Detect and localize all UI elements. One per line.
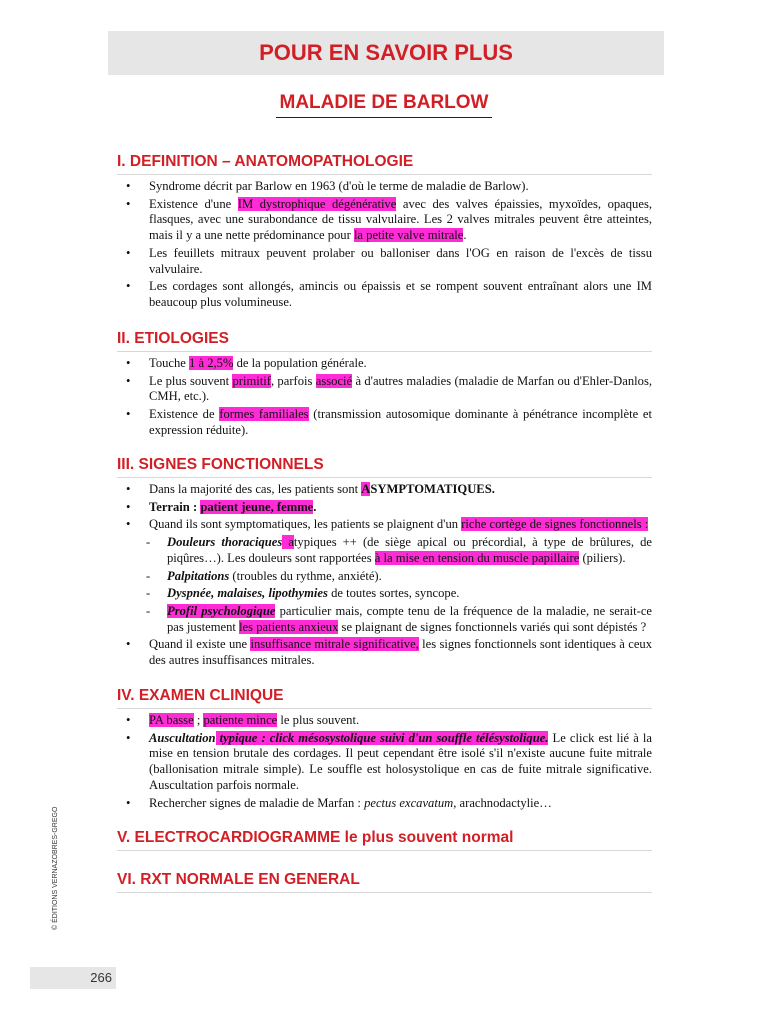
list-item: • Les cordages sont allongés, amincis ou épaissis et se rompent souvent entraînant alors une IM beaucoup plus volumineuse.: [117, 279, 652, 310]
sub-list-item: - Profil psychologique particulier mais, compte tenu de la fréquence de la maladie, ne serait-ce pas justement les patients anxieux se plaignant de signes fonctionnels variés qui sont dépistés ?: [117, 604, 652, 635]
highlight: a: [282, 535, 294, 550]
page-title: POUR EN SAVOIR PLUS: [259, 40, 513, 65]
section-rxt: [117, 870, 652, 893]
sub-list-item: - Douleurs thoraciques atypiques ++ (de siège apical ou précordial, à type de brûlures, de piqûres…). Les douleurs sont rapportées à la mise en tension du muscle papillaire (piliers).: [117, 535, 652, 566]
highlight: primitif: [232, 373, 271, 388]
section-ecg: [117, 828, 652, 851]
publisher-copyright: © ÉDITIONS VERNAZOBRES-GREGO: [52, 806, 59, 930]
section-definition: [117, 152, 652, 313]
sub-list-item: - Dyspnée, malaises, lipothymies de toutes sortes, syncope.: [117, 586, 652, 602]
sub-list-item: - Palpitations (troubles du rythme, anxiété).: [117, 569, 652, 585]
list-item: • Le plus souvent primitif, parfois associé à d'autres maladies (maladie de Marfan ou d'Ehler-Danlos, CMH, etc.).: [117, 374, 652, 405]
bullet-list: [117, 713, 652, 811]
section-signes-fonctionnels: [117, 455, 652, 671]
list-item: • Quand ils sont symptomatiques, les patients se plaignent d'un riche cortège de signes fonctionnels :: [117, 517, 652, 533]
highlight: les patients anxieux: [239, 619, 339, 634]
bullet-list: [117, 482, 652, 669]
highlight: patiente mince: [203, 713, 278, 727]
section-heading: VI. RXT NORMALE EN GENERAL: [117, 870, 652, 893]
page-number-box: [30, 967, 116, 989]
highlight: la petite valve mitrale: [353, 228, 464, 243]
list-item: • Existence d'une IM dystrophique dégénérative avec des valves épaissies, myxoïdes, opaques, flasques, avec une surabondance de tissu valvulaire. Les 2 valves mitrales peuvent être atteintes, mais il y a une nette prédominance pour la petite valve mitrale.: [117, 197, 652, 244]
highlight: IM dystrophique dégénérative: [237, 196, 397, 211]
list-item: • Existence de formes familiales (transmission autosomique dominante à pénétrance incomplète et expression réduite).: [117, 407, 652, 438]
highlight: insuffisance mitrale significative,: [250, 637, 419, 652]
bullet-list: [117, 356, 652, 439]
list-item: • Terrain : patient jeune, femme.: [117, 500, 652, 516]
highlight: associé: [315, 373, 353, 388]
section-heading: V. ELECTROCARDIOGRAMME le plus souvent normal: [117, 828, 652, 851]
highlight: PA basse: [149, 713, 194, 727]
list-item: • Les feuillets mitraux peuvent prolaber ou balloniser dans l'OG en raison de l'excès de tissu valvulaire.: [117, 246, 652, 277]
highlight: A: [361, 482, 371, 496]
bullet-list: [117, 179, 652, 311]
highlight: Profil psychologique: [167, 603, 276, 618]
list-item: • Touche 1 à 2,5% de la population générale.: [117, 356, 652, 372]
list-item: • Syndrome décrit par Barlow en 1963 (d'où le terme de maladie de Barlow).: [117, 179, 652, 195]
title-banner: [108, 31, 664, 75]
page-subtitle: MALADIE DE BARLOW: [276, 92, 493, 118]
page-number: 266: [90, 970, 112, 985]
highlight: à la mise en tension du muscle papillaire: [374, 550, 580, 565]
highlight: patient jeune, femme: [200, 499, 314, 514]
highlight: formes familiales: [219, 407, 309, 422]
highlight: 1 à 2,5%: [189, 356, 234, 370]
section-heading: III. SIGNES FONCTIONNELS: [117, 455, 652, 478]
section-heading: IV. EXAMEN CLINIQUE: [117, 686, 652, 709]
section-etiologies: [117, 329, 652, 441]
list-item: • Rechercher signes de maladie de Marfan : pectus excavatum, arachnodactylie…: [117, 796, 652, 812]
list-item: • Auscultation typique : click mésosystolique suivi d'un souffle télésystolique. Le click est lié à la mise en tension brutale des cordages. Il peut cependant être isolé s'il n'existe aucune fuite mitrale (ballonisation mitrale simple). Le souffle est holosystolique en cas de fuite mitrale significative. Auscultation parfois normale.: [117, 731, 652, 794]
list-item: • Quand il existe une insuffisance mitrale significative, les signes fonctionnels sont identiques à ceux des autres insuffisances mitrales.: [117, 637, 652, 668]
list-item: • Dans la majorité des cas, les patients sont ASYMPTOMATIQUES.: [117, 482, 652, 498]
highlight: typique : click mésosystolique suivi d'un souffle télésystolique.: [215, 730, 549, 745]
highlight: riche cortège de signes fonctionnels :: [461, 517, 649, 532]
section-examen-clinique: [117, 686, 652, 813]
section-heading: II. ETIOLOGIES: [117, 329, 652, 352]
section-heading: I. DEFINITION – ANATOMOPATHOLOGIE: [117, 152, 652, 175]
subtitle-block: [0, 92, 768, 118]
list-item: • PA basse ; patiente mince le plus souvent.: [117, 713, 652, 729]
